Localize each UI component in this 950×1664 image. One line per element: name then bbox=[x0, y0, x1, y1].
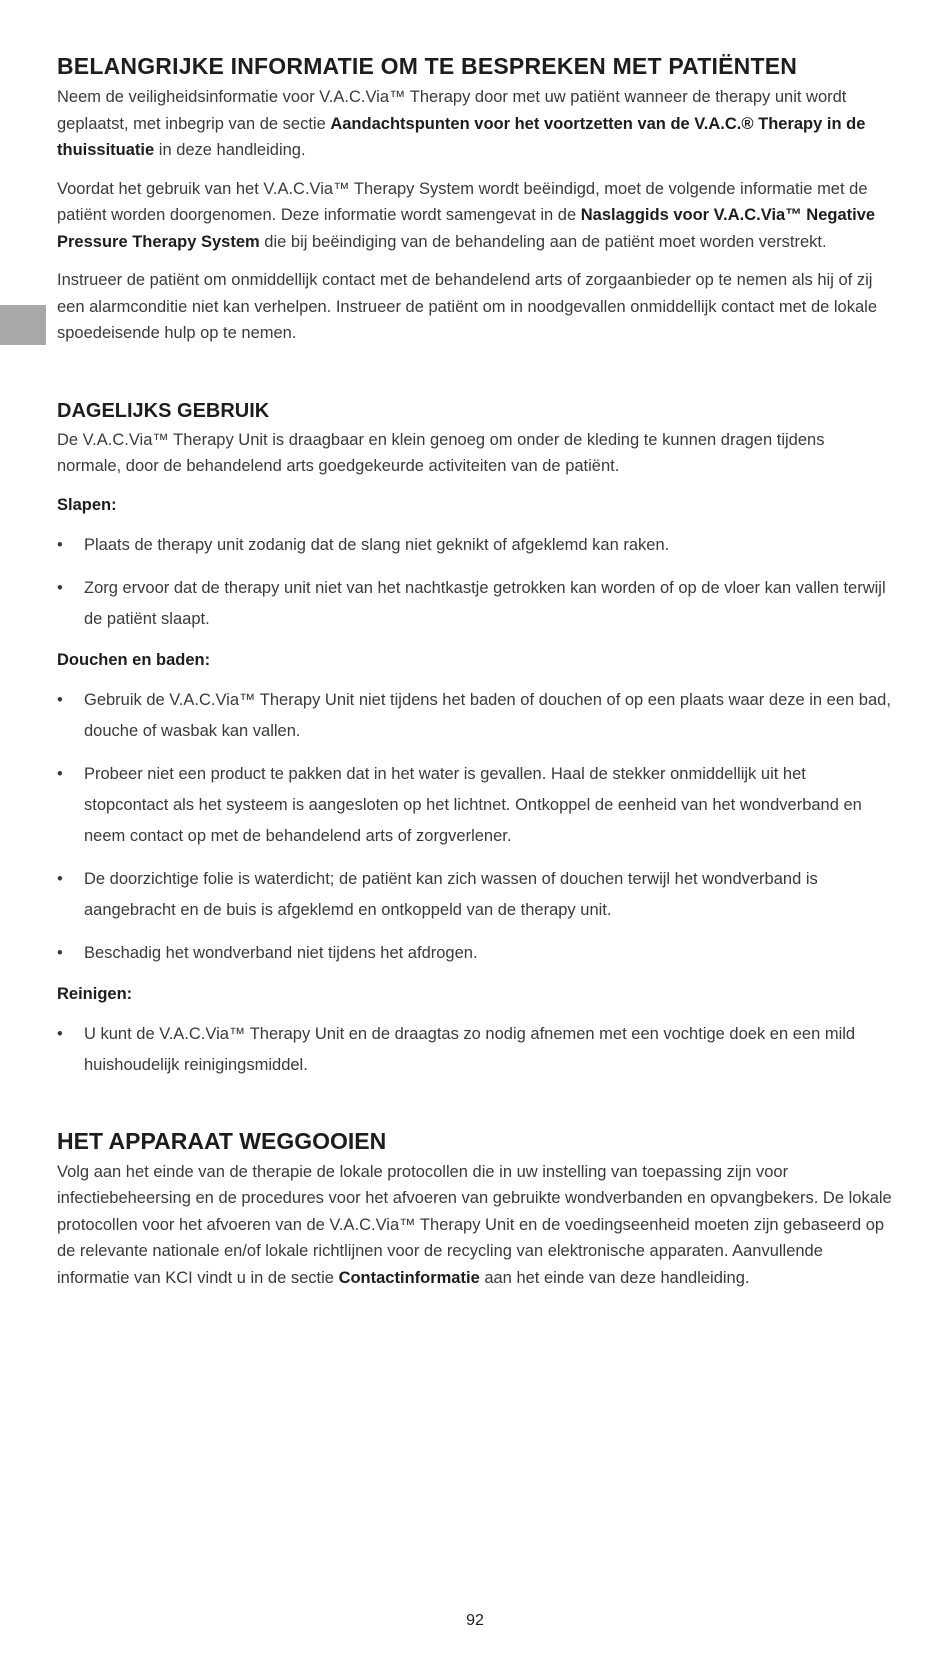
paragraph-before-ending bbox=[57, 176, 893, 256]
bold-reference: Naslaggids voor V.A.C.Via™ Negative Pressure Therapy System bbox=[57, 206, 876, 251]
bullet-icon: • bbox=[57, 578, 63, 597]
list-item bbox=[57, 685, 893, 747]
paragraph-text: Voordat het gebruik van het V.A.C.Via™ Therapy System wordt beëindigd, moet de volgende informatie met de patiënt worden doorgenomen. Deze informatie wordt samengevat in de bbox=[57, 179, 868, 224]
paragraph-text: Volg aan het einde van de therapie de lokale protocollen die in uw instelling van toepassing zijn voor infectiebeheersing en de procedures voor het afvoeren van gebruikte wondverbanden en opvangbekers. De lokale protocollen voor het afvoeren van de V.A.C.Via™ Therapy Unit en de voedingseenheid moeten zijn gebaseerd op de relevante nationale en/of lokale richtlijnen voor de recycling van elektronische apparaten. Aanvullende informatie van KCI vindt u in de sectie bbox=[57, 1162, 892, 1287]
list-item-text: De doorzichtige folie is waterdicht; de patiënt kan zich wassen of douchen terwijl het wondverband is aangebracht en de buis is afgeklemd en ontkoppeld van de therapy unit. bbox=[84, 869, 818, 919]
label-sleeping: Slapen: bbox=[57, 495, 117, 514]
paragraph-text: die bij beëindiging van de behandeling aan de patiënt moet worden verstrekt. bbox=[259, 232, 827, 251]
bullet-icon: • bbox=[57, 535, 63, 554]
list-sleeping bbox=[57, 530, 893, 635]
paragraph-instruct-patient: Instrueer de patiënt om onmiddellijk contact met de behandelend arts of zorgaanbieder op te nemen als hij of zij een alarmconditie niet kan verhelpen. Instrueer de patiënt om in noodgevallen onmiddellijk contact met de lokale spoedeisende hulp op te nemen. bbox=[57, 271, 877, 342]
bullet-icon: • bbox=[57, 1024, 63, 1043]
bullet-icon: • bbox=[57, 869, 63, 888]
bold-reference: Contactinformatie bbox=[338, 1268, 480, 1287]
list-item-text: Gebruik de V.A.C.Via™ Therapy Unit niet tijdens het baden of douchen of op een plaats waar deze in een bad, douche of wasbak kan vallen. bbox=[84, 690, 891, 740]
paragraph-disposal bbox=[57, 1159, 893, 1292]
section-title-daily-use: DAGELIJKS GEBRUIK bbox=[57, 399, 270, 422]
bullet-icon: • bbox=[57, 690, 63, 709]
label-showering: Douchen en baden: bbox=[57, 650, 211, 669]
bullet-icon: • bbox=[57, 764, 63, 783]
section-title-patient-info: BELANGRIJKE INFORMATIE OM TE BESPREKEN MET PATIËNTEN bbox=[57, 53, 798, 79]
paragraph-text: in deze handleiding. bbox=[154, 141, 306, 159]
list-cleaning bbox=[57, 1019, 893, 1081]
list-item bbox=[57, 759, 893, 852]
page-content bbox=[57, 50, 893, 1303]
list-item-text: Beschadig het wondverband niet tijdens het afdrogen. bbox=[84, 943, 478, 962]
bold-reference: Aandachtspunten voor het voortzetten van de V.A.C.® Therapy in de thuissituatie bbox=[57, 114, 866, 159]
list-item bbox=[57, 938, 893, 969]
list-item bbox=[57, 864, 893, 926]
paragraph-safety-info bbox=[57, 84, 893, 164]
list-item-text: Zorg ervoor dat de therapy unit niet van het nachtkastje getrokken kan worden of op de vloer kan vallen terwijl de patiënt slaapt. bbox=[84, 578, 886, 628]
list-item bbox=[57, 530, 893, 561]
page-number: 92 bbox=[466, 1612, 484, 1629]
list-item bbox=[57, 573, 893, 635]
list-item-text: U kunt de V.A.C.Via™ Therapy Unit en de draagtas zo nodig afnemen met een vochtige doek en een mild huishoudelijk reinigingsmiddel. bbox=[84, 1024, 856, 1074]
label-cleaning: Reinigen: bbox=[57, 984, 133, 1003]
list-showering bbox=[57, 685, 893, 969]
section-tab-marker bbox=[0, 305, 46, 345]
section-title-disposal: HET APPARAAT WEGGOOIEN bbox=[57, 1127, 387, 1154]
list-item-text: Probeer niet een product te pakken dat in het water is gevallen. Haal de stekker onmiddellijk uit het stopcontact als het systeem is aangesloten op het lichtnet. Ontkoppel de eenheid van het wondverband en neem contact op met de behandelend arts of zorgverlener. bbox=[84, 764, 862, 845]
bullet-icon: • bbox=[57, 943, 63, 962]
paragraph-text: aan het einde van deze handleiding. bbox=[479, 1268, 750, 1287]
paragraph-daily-use-intro: De V.A.C.Via™ Therapy Unit is draagbaar en klein genoeg om onder de kleding te kunnen dragen tijdens normale, door de behandelend arts goedgekeurde activiteiten van de patiënt. bbox=[57, 430, 825, 475]
list-item bbox=[57, 1019, 893, 1081]
list-item-text: Plaats de therapy unit zodanig dat de slang niet geknikt of afgeklemd kan raken. bbox=[84, 535, 670, 554]
paragraph-text: Neem de veiligheidsinformatie voor V.A.C.Via™ Therapy door met uw patiënt wanneer de therapy unit wordt geplaatst, met inbegrip van de sectie bbox=[57, 88, 847, 133]
